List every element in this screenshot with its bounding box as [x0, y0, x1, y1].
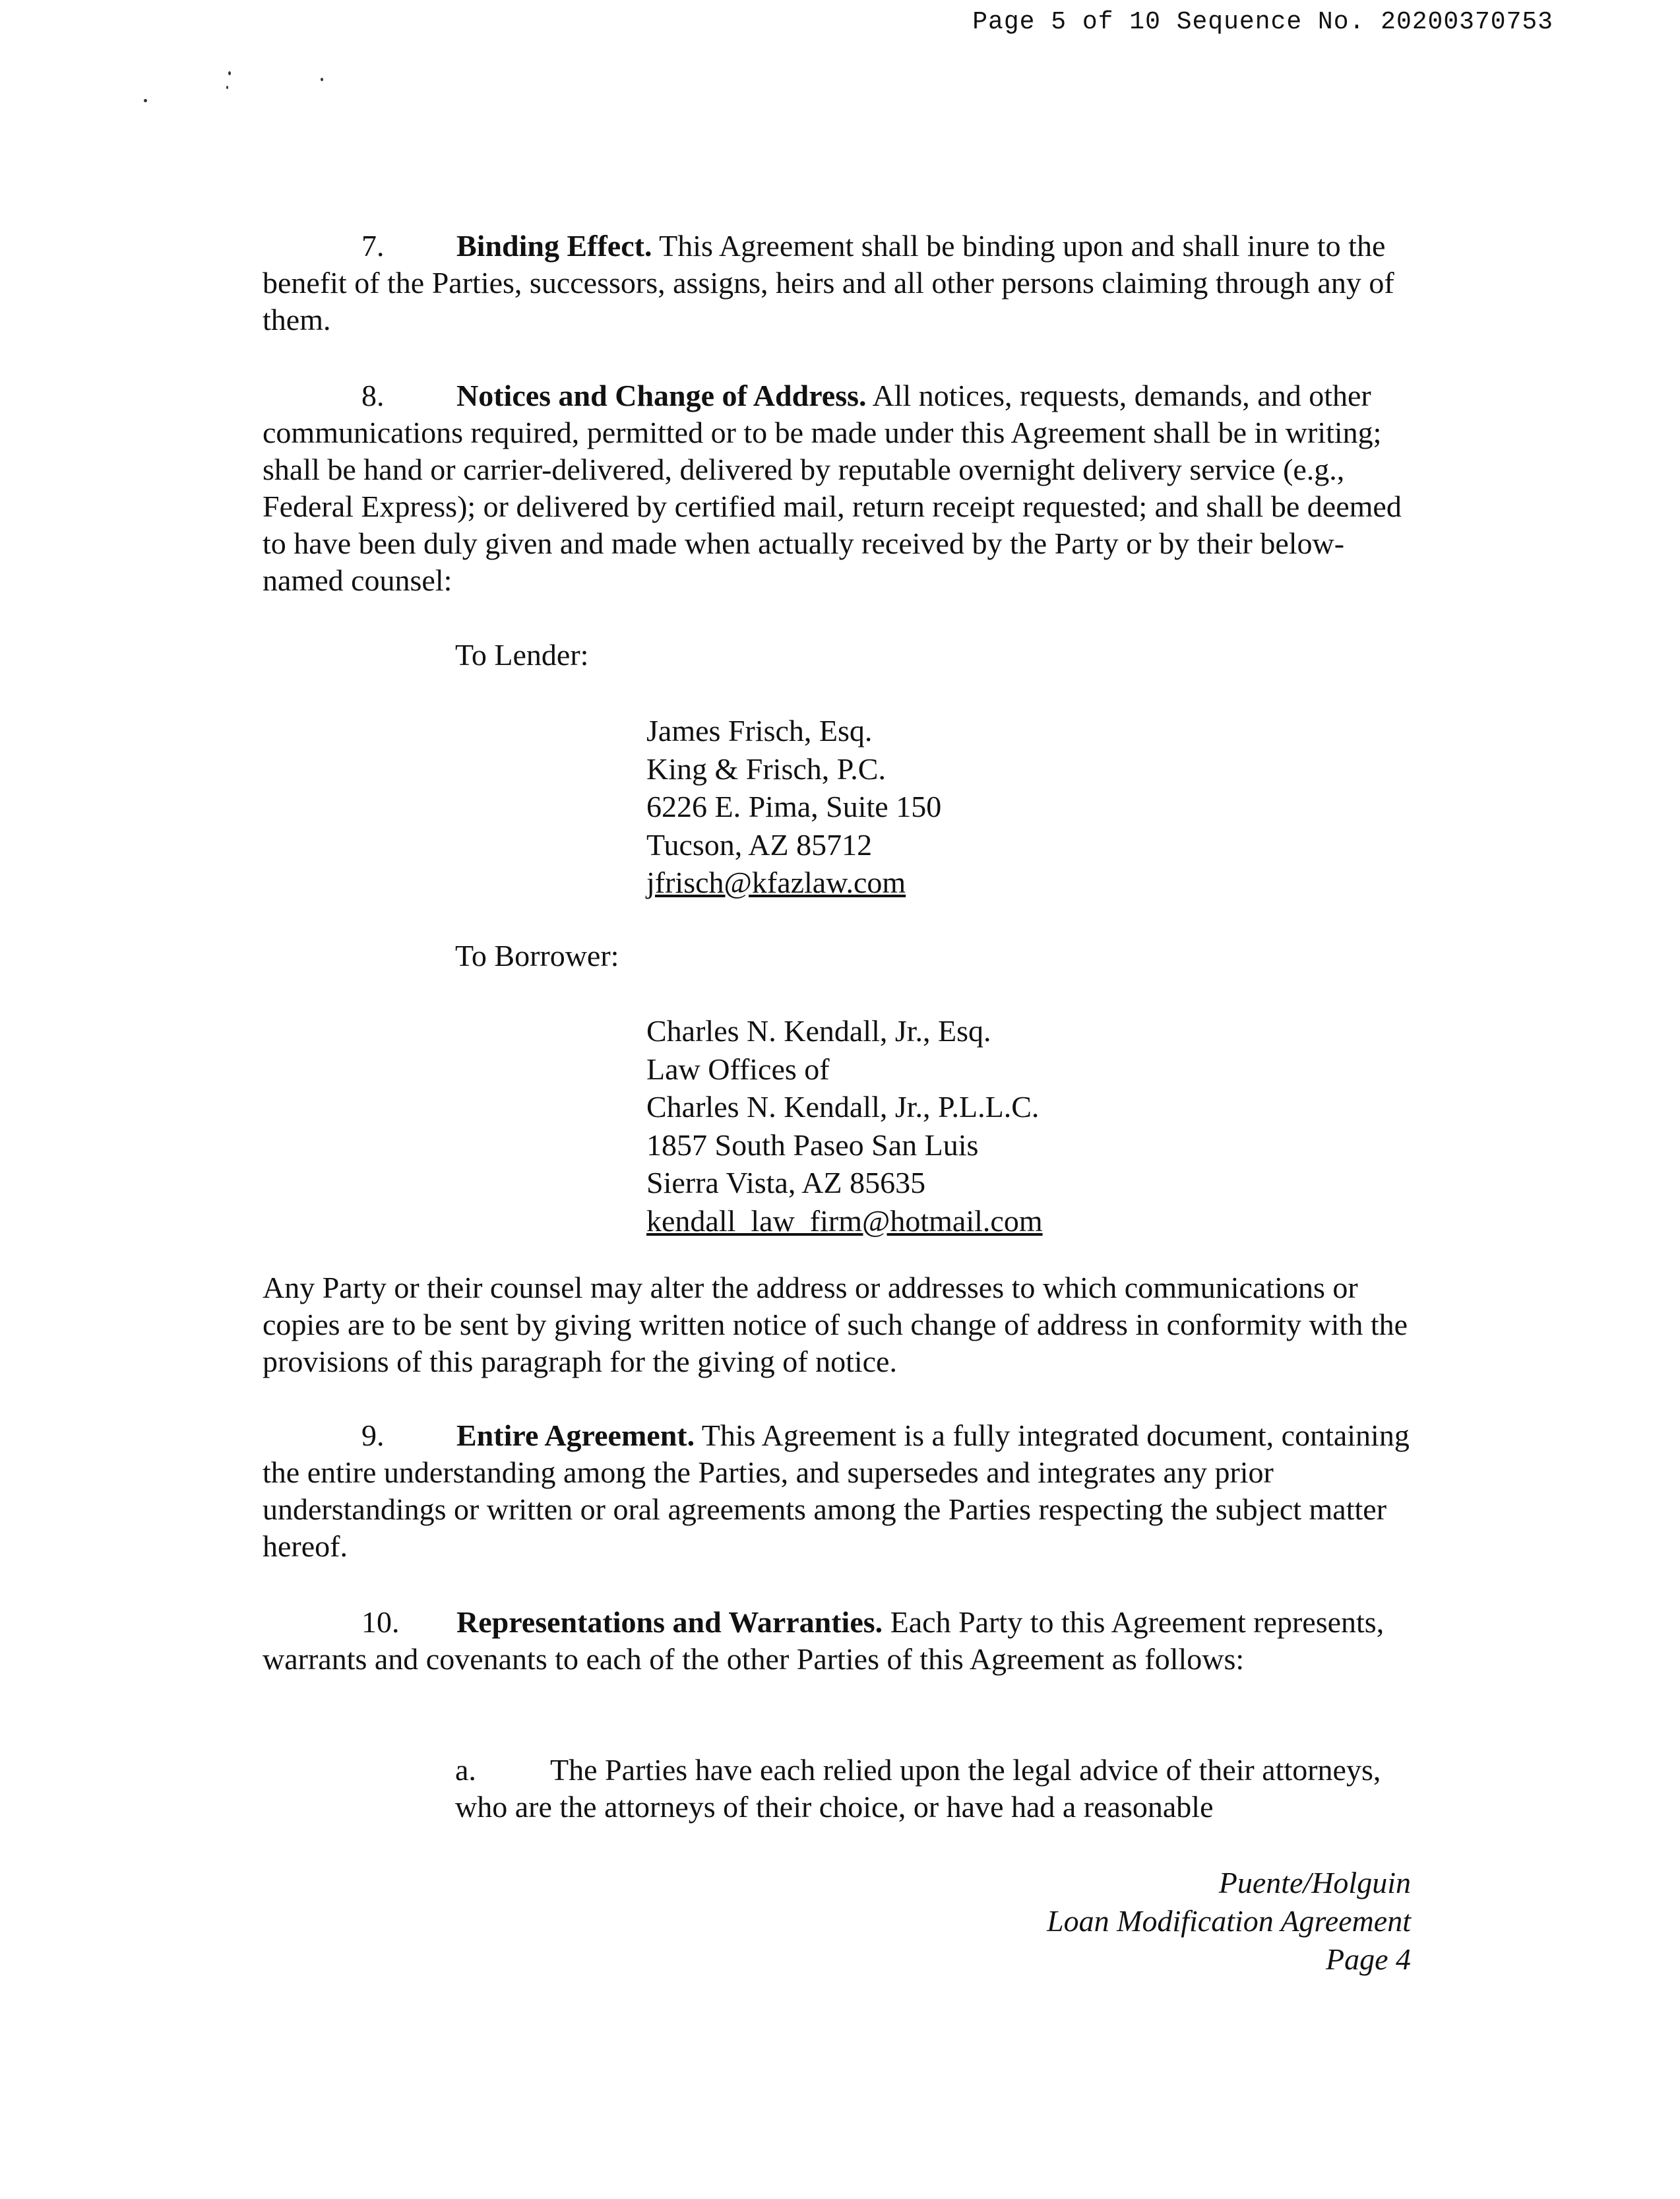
- section-number: 10.: [361, 1605, 400, 1639]
- section-text: All notices, requests, demands, and other communications required, permitted or to be made under this Agreement shall be in writing; shall be hand or carrier-delivered, delivered by reputable overnight delivery service (e.g., Federal Express); or delivered by certified mail, return receipt requested; and shall be deemed to have been duly given and made when actually received by the Party or by their below-named counsel:: [263, 379, 1402, 597]
- subsection-a: [455, 1752, 1425, 1826]
- scan-speck: [144, 99, 147, 102]
- section-heading: Notices and Change of Address.: [456, 379, 867, 412]
- scan-speck: [321, 78, 323, 81]
- section-number: 9.: [361, 1418, 385, 1452]
- section-number: 7.: [361, 229, 385, 263]
- borrower-street: 1857 South Paseo San Luis: [646, 1128, 979, 1162]
- borrower-address-block: [646, 1012, 1043, 1240]
- section-text: This Agreement is a fully integrated document, containing the entire understanding among the Parties, and supersedes and integrates any prior understandings or written or oral agreements among the Parties respecting the subject matter hereof.: [263, 1418, 1410, 1563]
- footer-parties: Puente/Holguin: [1218, 1866, 1411, 1899]
- section-notices: [263, 377, 1423, 599]
- subsection-letter: a.: [455, 1753, 476, 1787]
- scan-speck: [228, 71, 231, 75]
- borrower-firm-line1: Law Offices of: [646, 1052, 830, 1086]
- section-heading: Binding Effect.: [456, 229, 652, 263]
- lender-email-link[interactable]: jfrisch@kfazlaw.com: [646, 866, 906, 899]
- section-representations: [263, 1604, 1423, 1678]
- section-entire-agreement: [263, 1417, 1423, 1565]
- borrower-city: Sierra Vista, AZ 85635: [646, 1166, 926, 1199]
- section-text: This Agreement shall be binding upon and shall inure to the benefit of the Parties, successors, assigns, heirs and all other persons claiming through any of them.: [263, 229, 1394, 336]
- borrower-email-link[interactable]: kendall_law_firm@hotmail.com: [646, 1203, 1043, 1238]
- subsection-text: The Parties have each relied upon the legal advice of their attorneys, who are the attorneys of their choice, or have had a reasonable: [455, 1753, 1381, 1824]
- lender-city: Tucson, AZ 85712: [646, 827, 873, 862]
- page-sequence-header: Page 5 of 10 Sequence No. 20200370753: [972, 8, 1553, 36]
- section-number: 8.: [361, 379, 385, 412]
- section-heading: Representations and Warranties.: [456, 1605, 883, 1639]
- lender-street: 6226 E. Pima, Suite 150: [646, 790, 942, 823]
- lender-address-block: [646, 712, 941, 902]
- lender-firm: King & Frisch, P.C.: [646, 751, 886, 786]
- to-borrower-label: To Borrower:: [455, 939, 619, 972]
- borrower-name: Charles N. Kendall, Jr., Esq.: [646, 1014, 991, 1048]
- document-footer: [1047, 1864, 1411, 1979]
- borrower-firm-line2: Charles N. Kendall, Jr., P.L.L.C.: [646, 1090, 1040, 1124]
- footer-document-title: Loan Modification Agreement: [1047, 1904, 1411, 1938]
- notices-closing-paragraph: Any Party or their counsel may alter the address or addresses to which communications or copies are to be sent by giving written notice of such change of address in conformity with the provisions of this paragraph for the giving of notice.: [263, 1271, 1408, 1378]
- section-binding-effect: [263, 228, 1423, 338]
- footer-page-number: Page 4: [1325, 1942, 1411, 1976]
- section-text: Each Party to this Agreement represents, warrants and covenants to each of the other Parties of this Agreement as follows:: [263, 1605, 1384, 1676]
- lender-name: James Frisch, Esq.: [646, 714, 873, 748]
- to-lender-label: To Lender:: [455, 638, 589, 672]
- scan-speck: [226, 86, 228, 89]
- section-heading: Entire Agreement.: [456, 1418, 695, 1452]
